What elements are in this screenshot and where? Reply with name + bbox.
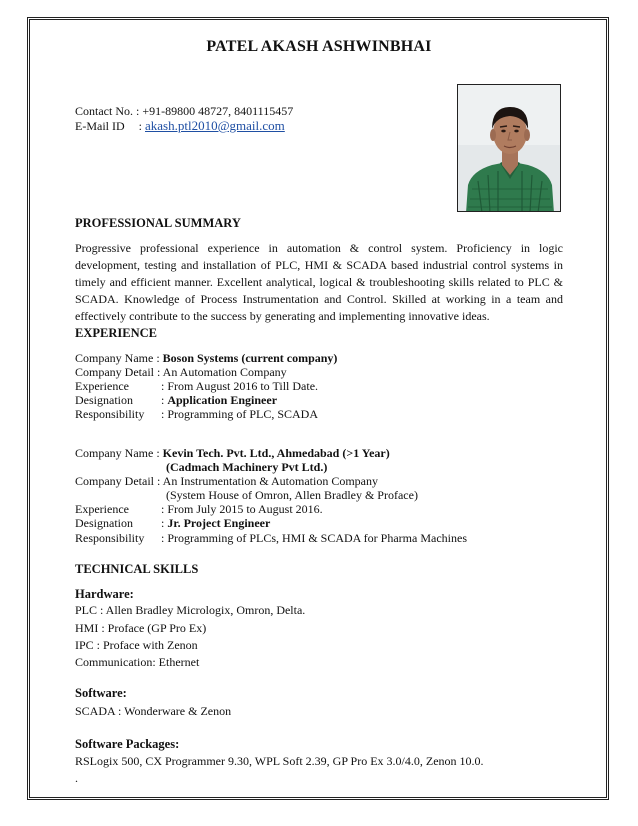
job1-desig: Application Engineer xyxy=(167,393,278,407)
job2-responsibility-row xyxy=(75,531,467,545)
contact-phone-value: +91-89800 48727, 8401115457 xyxy=(142,104,294,118)
job1-experience-row xyxy=(75,379,318,393)
software-heading: Software: xyxy=(75,686,127,700)
job2-resp-label: Responsibility xyxy=(75,531,145,545)
job2-exp-label: Experience xyxy=(75,502,129,516)
contact-email xyxy=(75,119,285,133)
software-item: SCADA : Wonderware & Zenon xyxy=(75,704,232,718)
job2-experience-row xyxy=(75,502,323,516)
job1-detail-row xyxy=(75,365,287,379)
job1-resp: : Programming of PLC, SCADA xyxy=(161,407,319,421)
job1-responsibility-row xyxy=(75,407,318,421)
job2-detail-alt: (System House of Omron, Allen Bradley & Proface) xyxy=(166,488,418,502)
job2-desig-label: Designation xyxy=(75,516,133,530)
packages-heading: Software Packages: xyxy=(75,737,180,751)
job2-desig-sep: : xyxy=(161,516,165,530)
job2-exp: : From July 2015 to August 2016. xyxy=(161,502,323,516)
email-separator: : xyxy=(138,119,142,133)
job2-company-row xyxy=(75,446,390,460)
job2-detail: An Instrumentation & Automation Company xyxy=(162,474,378,488)
job2-designation-row xyxy=(75,516,270,530)
job1-company-row xyxy=(75,351,337,365)
packages-item: RSLogix 500, CX Programmer 9.30, WPL Soft 2.39, GP Pro Ex 3.0/4.0, Zenon 10.0. xyxy=(75,754,484,768)
job1-company: Boson Systems (current company) xyxy=(162,351,338,365)
job2-detail-label: Company Detail : xyxy=(75,474,161,488)
candidate-name: PATEL AKASH ASHWINBHAI xyxy=(206,38,432,55)
job2-company-label: Company Name : xyxy=(75,446,160,460)
job2-resp: : Programming of PLCs, HMI & SCADA for Pharma Machines xyxy=(161,531,467,545)
trailing-dot: . xyxy=(75,771,78,785)
summary-text: Progressive professional experience in automation & control system. Proficiency in logic development, testing and installation of PLC, HMI & SCADA based industrial control systems in timely and efficient manner. Excellent analytical, logical & troubleshooting skills related to PLC & SCADA. Knowledge of Process Instrumentation and Control. Skilled at working in a team and effectively contribute to the success by generating and implementing innovative ideas. xyxy=(75,241,563,323)
profile-photo-graphic xyxy=(458,85,561,212)
job1-resp-label: Responsibility xyxy=(75,407,145,421)
job2-desig: Jr. Project Engineer xyxy=(167,516,271,530)
skills-heading: TECHNICAL SKILLS xyxy=(75,562,199,576)
job1-desig-label: Designation xyxy=(75,393,133,407)
job2-detail-row xyxy=(75,474,378,488)
summary-heading: PROFESSIONAL SUMMARY xyxy=(75,216,241,230)
contact-phone-label: Contact No. : xyxy=(75,104,140,118)
email-label: E-Mail ID xyxy=(75,119,125,133)
job1-detail-label: Company Detail : xyxy=(75,365,161,379)
email-link[interactable]: akash.ptl2010@gmail.com xyxy=(145,118,285,133)
job1-desig-sep: : xyxy=(161,393,165,407)
job1-exp-label: Experience xyxy=(75,379,129,393)
job1-detail: An Automation Company xyxy=(162,365,287,379)
hardware-item: PLC : Allen Bradley Micrologix, Omron, Delta. xyxy=(75,603,306,617)
experience-heading: EXPERIENCE xyxy=(75,326,157,340)
hardware-item: IPC : Proface with Zenon xyxy=(75,638,198,652)
hardware-heading: Hardware: xyxy=(75,587,134,601)
job1-company-label: Company Name : xyxy=(75,351,160,365)
job1-designation-row xyxy=(75,393,277,407)
job1-exp: : From August 2016 to Till Date. xyxy=(161,379,319,393)
job2-company-alt: (Cadmach Machinery Pvt Ltd.) xyxy=(166,460,328,474)
hardware-item: Communication: Ethernet xyxy=(75,655,200,669)
job2-company: Kevin Tech. Pvt. Ltd., Ahmedabad (>1 Year) xyxy=(162,446,390,460)
contact-phone xyxy=(75,104,293,118)
hardware-item: HMI : Proface (GP Pro Ex) xyxy=(75,621,207,635)
profile-photo xyxy=(457,84,561,212)
